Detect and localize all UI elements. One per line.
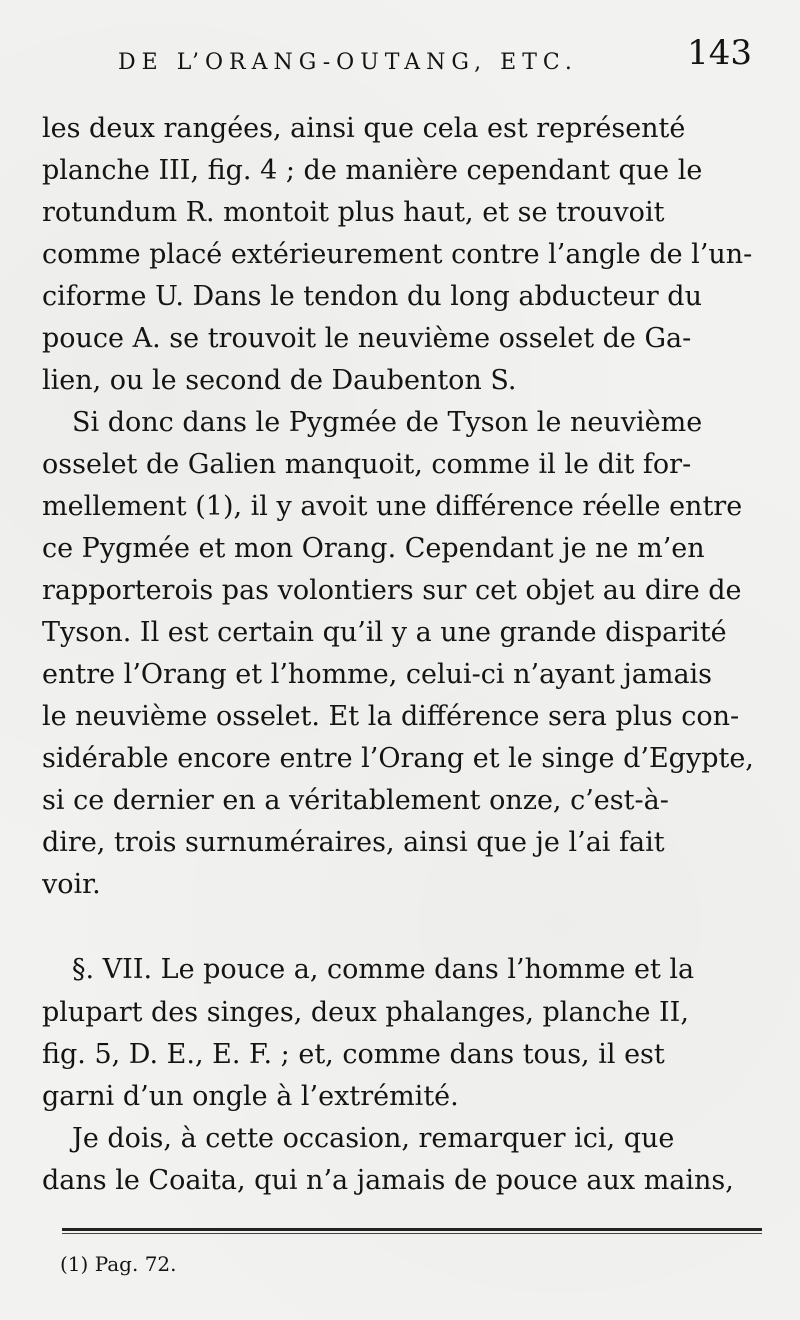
text-line: les deux rangées, ainsi que cela est représenté — [42, 113, 686, 144]
text-line: plupart des singes, deux phalanges, planche II, — [42, 997, 689, 1028]
text-line: rotundum R. montoit plus haut, et se trouvoit — [42, 197, 665, 228]
text-line: dire, trois surnuméraires, ainsi que je l’ai fait — [42, 827, 665, 858]
footnote-rule-thin — [62, 1233, 762, 1234]
main-text — [42, 108, 758, 1202]
text-line: fig. 5, D. E., E. F. ; et, comme dans tous, il est — [42, 1039, 665, 1070]
text-line: entre l’Orang et l’homme, celui-ci n’ayant jamais — [42, 659, 713, 690]
text-line: pouce A. se trouvoit le neuvième osselet de Ga- — [42, 323, 692, 354]
paragraph-spacer — [42, 906, 758, 948]
footnote: (1) Pag. 72. — [60, 1252, 177, 1276]
text-line: ciforme U. Dans le tendon du long abducteur du — [42, 281, 702, 312]
footnote-rule — [62, 1228, 762, 1231]
text-line: le neuvième osselet. Et la différence sera plus con- — [42, 701, 740, 732]
text-line: lien, ou le second de Daubenton S. — [42, 365, 517, 396]
text-line: Je dois, à cette occasion, remarquer ici, que — [72, 1123, 675, 1154]
running-head: DE L’ORANG-OUTANG, ETC. — [118, 50, 578, 75]
text-line: voir. — [42, 869, 101, 900]
text-line: mellement (1), il y avoit une différence réelle entre — [42, 491, 743, 522]
text-line: si ce dernier en a véritablement onze, c’est-à- — [42, 785, 669, 816]
section-heading-line: §. VII. Le pouce a, comme dans l’homme et la — [72, 954, 695, 985]
text-line: dans le Coaita, qui n’a jamais de pouce aux mains, — [42, 1165, 734, 1196]
text-line: sidérable encore entre l’Orang et le singe d’Egypte, — [42, 743, 754, 774]
text-line: ce Pygmée et mon Orang. Cependant je ne m’en — [42, 533, 705, 564]
text-line: planche III, fig. 4 ; de manière cependant que le — [42, 155, 703, 186]
text-line: Tyson. Il est certain qu’il y a une grande disparité — [42, 617, 727, 648]
text-line: osselet de Galien manquoit, comme il le dit for- — [42, 449, 692, 480]
page-header — [118, 34, 752, 92]
text-line: comme placé extérieurement contre l’angle de l’un- — [42, 239, 753, 270]
text-line: Si donc dans le Pygmée de Tyson le neuvième — [72, 407, 703, 438]
text-line: garni d’un ongle à l’extrémité. — [42, 1081, 459, 1112]
page-number: 143 — [687, 33, 752, 73]
text-line: rapporterois pas volontiers sur cet objet au dire de — [42, 575, 742, 606]
